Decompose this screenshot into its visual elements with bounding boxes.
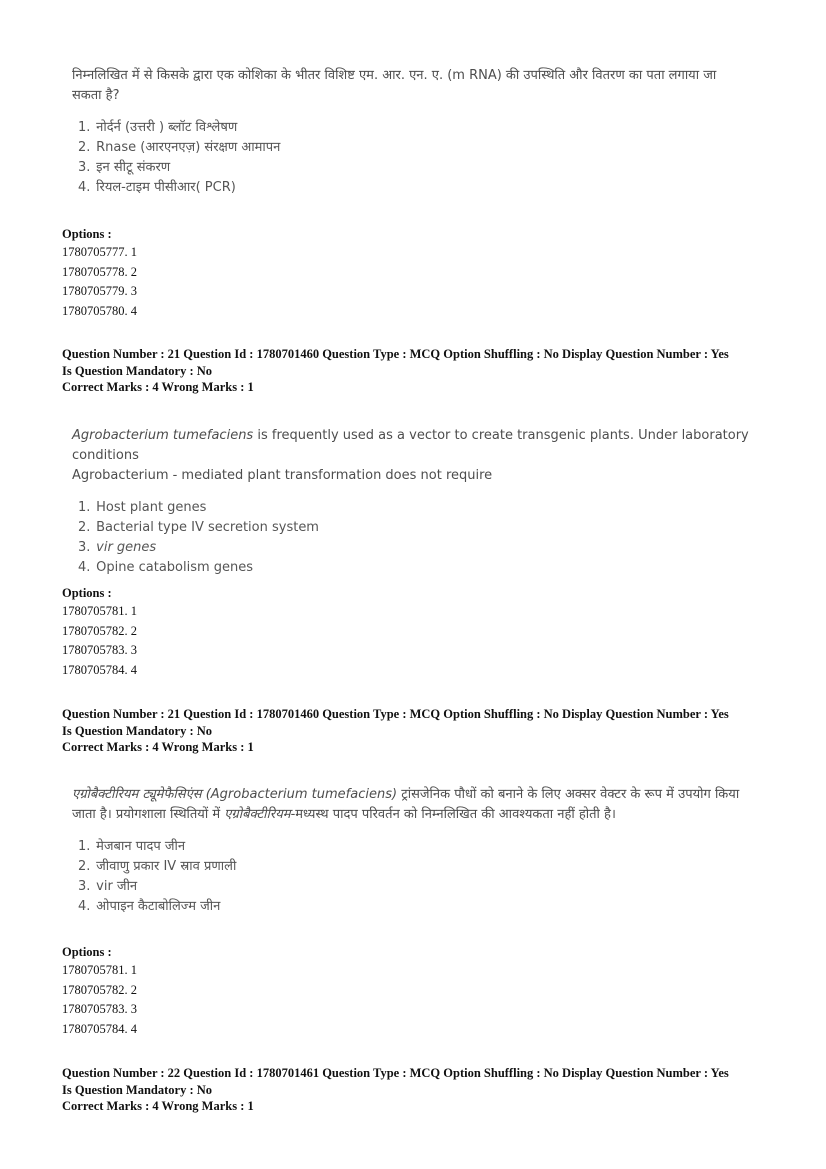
- option-item: [78, 158, 772, 178]
- question-21-hindi: [72, 785, 772, 917]
- meta-line: Is Question Mandatory : No: [62, 363, 213, 378]
- option-item: [78, 538, 772, 558]
- option-id-line: 1780705783. 3: [62, 1002, 137, 1016]
- option-item: [78, 558, 772, 578]
- option-text: ओपाइन कैटाबोलिज्म जीन: [96, 899, 221, 914]
- stem-line: Agrobacterium - mediated plant transformation does not require: [72, 468, 493, 483]
- option-text: जीवाणु प्रकार IV स्राव प्रणाली: [96, 859, 237, 874]
- stem-text: is frequently used as a vector to create transgenic plants. Under laboratory conditions: [72, 428, 749, 463]
- option-id-line: 1780705781. 1: [62, 604, 137, 618]
- stem-line: [72, 426, 772, 466]
- option-item: [78, 138, 772, 158]
- option-id-line: 1780705784. 4: [62, 662, 137, 677]
- option-id-line: 1780705784. 4: [62, 1021, 137, 1036]
- option-text: Bacterial type IV secretion system: [96, 520, 319, 535]
- stem-line: [72, 805, 772, 825]
- options-label: Options :: [62, 227, 112, 241]
- stem-text: जाता है। प्रयोगशाला स्थितियों में: [72, 807, 225, 822]
- option-item: [78, 178, 772, 198]
- stem-line: [72, 785, 772, 805]
- option-number: 3.: [78, 540, 91, 555]
- meta-line: Correct Marks : 4 Wrong Marks : 1: [62, 1099, 254, 1113]
- option-number: 1.: [78, 839, 91, 854]
- option-text: इन सीटू संकरण: [96, 160, 171, 175]
- option-item: [78, 837, 772, 857]
- meta-line: Is Question Mandatory : No: [62, 723, 213, 738]
- option-text: नोर्दर्न (उत्तरी ) ब्लॉट विश्लेषण: [96, 120, 238, 135]
- question-options: [78, 118, 772, 198]
- meta-line: Question Number : 21 Question Id : 1780701460 Question Type : MCQ Option Shuffling : No Display Question Number : Yes: [62, 347, 729, 361]
- question-meta-22: [62, 1065, 782, 1115]
- option-text: Host plant genes: [96, 500, 207, 515]
- option-item: [78, 118, 772, 138]
- stem-italic: (Agrobacterium tumefaciens): [201, 787, 398, 802]
- question-21-english: [72, 426, 772, 578]
- question-stem: [72, 66, 772, 106]
- question-stem: [72, 785, 772, 825]
- option-number: 2.: [78, 140, 91, 155]
- options-list-q21-english: [62, 585, 137, 680]
- question-meta-21: [62, 346, 782, 396]
- stem-text: ट्रांसजेनिक पौधों को बनाने के लिए अक्सर वेक्टर के रूप में उपयोग किया: [397, 787, 740, 802]
- option-id-line: 1780705777. 1: [62, 245, 137, 259]
- option-id-line: 1780705782. 2: [62, 623, 137, 638]
- option-number: 4.: [78, 899, 91, 914]
- meta-line: Question Number : 22 Question Id : 1780701461 Question Type : MCQ Option Shuffling : No Display Question Number : Yes: [62, 1066, 729, 1080]
- option-id-line: 1780705782. 2: [62, 982, 137, 997]
- option-number: 1.: [78, 500, 91, 515]
- question-meta-21-hindi: [62, 706, 782, 756]
- options-label: Options :: [62, 586, 112, 600]
- meta-line: Question Number : 21 Question Id : 1780701460 Question Type : MCQ Option Shuffling : No Display Question Number : Yes: [62, 707, 729, 721]
- option-text: रियल-टाइम पीसीआर( PCR): [96, 180, 236, 195]
- option-text: Rnase (आरएनएज़) संरक्षण आमापन: [96, 140, 281, 155]
- option-number: 1.: [78, 120, 91, 135]
- option-item: [78, 877, 772, 897]
- option-number: 2.: [78, 859, 91, 874]
- option-number: 4.: [78, 180, 91, 195]
- option-text: Opine catabolism genes: [96, 560, 254, 575]
- option-id-line: 1780705779. 3: [62, 284, 137, 298]
- options-list-q21-hindi: [62, 944, 137, 1039]
- question-options: [78, 498, 772, 578]
- question-stem: [72, 426, 772, 486]
- stem-italic: एग्रोबैक्टीरियम ट्यूमेफैसिएंस: [72, 787, 202, 802]
- meta-line: Is Question Mandatory : No: [62, 1082, 213, 1097]
- option-text: vir जीन: [96, 879, 138, 894]
- option-item: [78, 857, 772, 877]
- option-id-line: 1780705778. 2: [62, 264, 137, 279]
- meta-line: Correct Marks : 4 Wrong Marks : 1: [62, 380, 254, 394]
- stem-italic: एग्रोबैक्टीरियम: [224, 807, 291, 822]
- question-options: [78, 837, 772, 917]
- stem-italic: Agrobacterium tumefaciens: [72, 428, 254, 443]
- options-label: Options :: [62, 945, 112, 959]
- option-number: 3.: [78, 160, 91, 175]
- option-id-line: 1780705783. 3: [62, 643, 137, 657]
- option-id-line: 1780705780. 4: [62, 303, 137, 318]
- stem-line: निम्नलिखित में से किसके द्वारा एक कोशिका के भीतर विशिष्ट एम. आर. एन. ए. (m RNA) की उपस्थिति और वितरण का पता लगाया जा: [72, 68, 717, 83]
- option-item: [78, 518, 772, 538]
- option-text: मेजबान पादप जीन: [96, 839, 186, 854]
- option-number: 3.: [78, 879, 91, 894]
- stem-line: सकता है?: [72, 88, 120, 103]
- option-item: [78, 897, 772, 917]
- option-text: vir genes: [96, 540, 157, 555]
- option-number: 4.: [78, 560, 91, 575]
- meta-line: Correct Marks : 4 Wrong Marks : 1: [62, 740, 254, 754]
- options-list-q20: [62, 226, 137, 321]
- question-20-hindi: [72, 66, 772, 198]
- option-item: [78, 498, 772, 518]
- option-id-line: 1780705781. 1: [62, 963, 137, 977]
- option-number: 2.: [78, 520, 91, 535]
- stem-text: -मध्यस्थ पादप परिवर्तन को निम्नलिखित की आवश्यकता नहीं होती है।: [290, 807, 616, 822]
